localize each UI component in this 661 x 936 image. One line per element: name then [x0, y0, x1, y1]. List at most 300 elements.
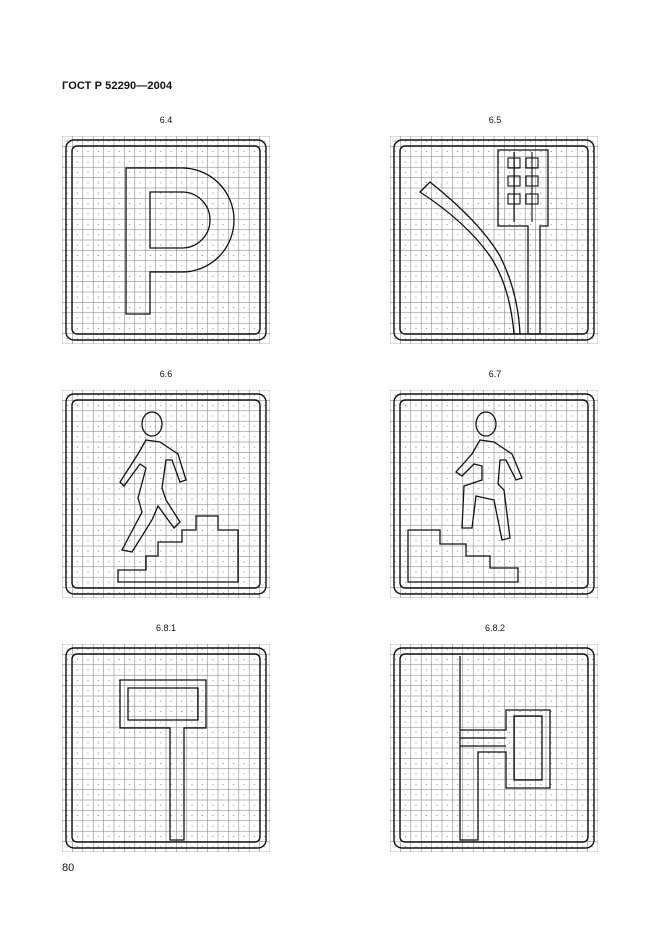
grid-dot	[582, 509, 583, 510]
grid-dot	[571, 488, 572, 489]
grid-dot	[181, 151, 182, 152]
grid-dot	[223, 317, 224, 318]
grid-dot	[499, 592, 500, 593]
grid-dot	[519, 649, 520, 650]
grid-dot	[98, 519, 99, 520]
grid-dot	[233, 338, 234, 339]
grid-dot	[202, 141, 203, 142]
grid-dot	[426, 255, 427, 256]
grid-dot	[264, 467, 265, 468]
grid-dot	[540, 701, 541, 702]
grid-dot	[202, 561, 203, 562]
grid-dot	[212, 467, 213, 468]
grid-dot	[254, 773, 255, 774]
grid-dot	[171, 224, 172, 225]
grid-dot	[233, 193, 234, 194]
grid-dot	[119, 182, 120, 183]
grid-dot	[592, 467, 593, 468]
grid-dot	[551, 732, 552, 733]
grid-dot	[264, 161, 265, 162]
grid-dot	[540, 571, 541, 572]
grid-dot	[561, 763, 562, 764]
grid-dot	[129, 307, 130, 308]
sign-6-5-drawing	[390, 136, 598, 344]
grid-dot	[129, 415, 130, 416]
grid-dot	[499, 234, 500, 235]
grid-dot	[191, 815, 192, 816]
grid-dot	[571, 317, 572, 318]
grid-dot	[395, 182, 396, 183]
grid-dot	[467, 732, 468, 733]
grid-dot	[108, 317, 109, 318]
grid-dot	[129, 234, 130, 235]
grid-dot	[150, 457, 151, 458]
grid-dot	[436, 328, 437, 329]
grid-dot	[243, 551, 244, 552]
grid-dot	[447, 255, 448, 256]
grid-dot	[395, 436, 396, 437]
grid-dot	[254, 669, 255, 670]
grid-dot	[171, 669, 172, 670]
grid-dot	[519, 276, 520, 277]
grid-dot	[447, 763, 448, 764]
grid-dot	[87, 317, 88, 318]
grid-dot	[129, 224, 130, 225]
grid-dot	[488, 447, 489, 448]
grid-dot	[395, 701, 396, 702]
grid-dot	[457, 193, 458, 194]
grid-dot	[426, 794, 427, 795]
grid-dot	[551, 234, 552, 235]
grid-dot	[447, 234, 448, 235]
grid-dot	[160, 234, 161, 235]
grid-dot	[129, 193, 130, 194]
grid-dot	[457, 447, 458, 448]
grid-dot	[129, 395, 130, 396]
grid-dot	[171, 436, 172, 437]
grid-dot	[212, 141, 213, 142]
grid-dot	[571, 825, 572, 826]
grid-dot	[171, 286, 172, 287]
grid-dot	[582, 551, 583, 552]
grid-dot	[426, 478, 427, 479]
grid-dot	[233, 172, 234, 173]
grid-dot	[540, 224, 541, 225]
grid-dot	[191, 182, 192, 183]
grid-dot	[212, 338, 213, 339]
grid-dot	[202, 182, 203, 183]
grid-dot	[457, 659, 458, 660]
grid-dot	[254, 405, 255, 406]
grid-dot	[181, 193, 182, 194]
grid-dot	[467, 265, 468, 266]
grid-dot	[243, 151, 244, 152]
grid-dot	[129, 405, 130, 406]
grid-dot	[467, 297, 468, 298]
grid-dot	[108, 224, 109, 225]
grid-dot	[223, 753, 224, 754]
grid-dot	[582, 467, 583, 468]
grid-dot	[561, 276, 562, 277]
grid-dot	[395, 551, 396, 552]
grid-dot	[561, 784, 562, 785]
grid-dot	[181, 499, 182, 500]
grid-dot	[160, 711, 161, 712]
grid-dot	[171, 701, 172, 702]
grid-dot	[202, 213, 203, 214]
grid-dot	[415, 234, 416, 235]
grid-dot	[540, 436, 541, 437]
grid-dot	[150, 328, 151, 329]
document-header: ГОСТ Р 52290—2004	[62, 80, 173, 92]
grid-dot	[426, 447, 427, 448]
grid-dot	[499, 488, 500, 489]
grid-dot	[87, 297, 88, 298]
grid-dot	[426, 499, 427, 500]
grid-dot	[160, 436, 161, 437]
grid-dot	[98, 224, 99, 225]
grid-dot	[447, 405, 448, 406]
grid-dot	[509, 669, 510, 670]
grid-dot	[254, 499, 255, 500]
grid-dot	[233, 753, 234, 754]
grid-dot	[457, 530, 458, 531]
grid-dot	[171, 753, 172, 754]
grid-dot	[223, 193, 224, 194]
grid-dot	[561, 478, 562, 479]
grid-dot	[181, 457, 182, 458]
grid-dot	[530, 265, 531, 266]
grid-dot	[202, 203, 203, 204]
grid-dot	[233, 307, 234, 308]
grid-dot	[254, 519, 255, 520]
grid-dot	[223, 509, 224, 510]
grid-dot	[478, 255, 479, 256]
grid-dot	[108, 815, 109, 816]
grid-dot	[447, 467, 448, 468]
grid-dot	[202, 478, 203, 479]
grid-dot	[202, 395, 203, 396]
grid-dot	[447, 265, 448, 266]
grid-dot	[551, 711, 552, 712]
grid-dot	[139, 478, 140, 479]
grid-dot	[233, 509, 234, 510]
grid-dot	[191, 255, 192, 256]
grid-dot	[561, 680, 562, 681]
grid-dot	[582, 659, 583, 660]
grid-dot	[223, 669, 224, 670]
grid-dot	[509, 182, 510, 183]
grid-dot	[551, 172, 552, 173]
grid-dot	[447, 415, 448, 416]
grid-dot	[264, 742, 265, 743]
grid-dot	[150, 488, 151, 489]
grid-dot	[171, 551, 172, 552]
grid-dot	[540, 582, 541, 583]
grid-dot	[150, 338, 151, 339]
grid-dot	[582, 773, 583, 774]
grid-dot	[243, 297, 244, 298]
grid-dot	[509, 405, 510, 406]
grid-dot	[243, 213, 244, 214]
grid-dot	[264, 701, 265, 702]
grid-dot	[191, 265, 192, 266]
grid-dot	[457, 161, 458, 162]
grid-dot	[191, 825, 192, 826]
grid-dot	[405, 784, 406, 785]
grid-dot	[119, 245, 120, 246]
grid-dot	[171, 395, 172, 396]
grid-dot	[457, 467, 458, 468]
grid-dot	[233, 659, 234, 660]
grid-dot	[212, 499, 213, 500]
grid-dot	[592, 690, 593, 691]
grid-dot	[519, 457, 520, 458]
grid-dot	[98, 405, 99, 406]
grid-dot	[243, 426, 244, 427]
grid-dot	[191, 478, 192, 479]
grid-dot	[571, 701, 572, 702]
grid-dot	[87, 151, 88, 152]
grid-dot	[561, 711, 562, 712]
grid-dot	[191, 297, 192, 298]
grid-dot	[150, 551, 151, 552]
grid-dot	[582, 478, 583, 479]
grid-dot	[171, 172, 172, 173]
grid-dot	[467, 467, 468, 468]
grid-dot	[561, 328, 562, 329]
grid-dot	[457, 592, 458, 593]
grid-dot	[254, 794, 255, 795]
grid-dot	[582, 540, 583, 541]
grid-dot	[212, 245, 213, 246]
grid-dot	[67, 203, 68, 204]
grid-dot	[77, 742, 78, 743]
grid-dot	[530, 721, 531, 722]
grid-dot	[509, 805, 510, 806]
grid-dot	[150, 649, 151, 650]
grid-dot	[129, 203, 130, 204]
grid-dot	[415, 307, 416, 308]
grid-dot	[499, 825, 500, 826]
grid-dot	[415, 805, 416, 806]
grid-dot	[395, 405, 396, 406]
grid-dot	[426, 224, 427, 225]
grid-dot	[592, 265, 593, 266]
grid-dot	[426, 763, 427, 764]
grid-dot	[488, 836, 489, 837]
grid-dot	[119, 551, 120, 552]
grid-dot	[160, 784, 161, 785]
grid-dot	[540, 151, 541, 152]
grid-dot	[467, 415, 468, 416]
grid-dot	[405, 297, 406, 298]
grid-dot	[108, 338, 109, 339]
grid-dot	[426, 467, 427, 468]
grid-dot	[181, 732, 182, 733]
grid-dot	[509, 426, 510, 427]
grid-dot	[540, 338, 541, 339]
grid-dot	[233, 519, 234, 520]
grid-dot	[243, 649, 244, 650]
grid-dot	[551, 784, 552, 785]
grid-dot	[67, 276, 68, 277]
grid-dot	[202, 805, 203, 806]
grid-dot	[540, 426, 541, 427]
grid-dot	[457, 317, 458, 318]
grid-dot	[233, 457, 234, 458]
grid-dot	[488, 649, 489, 650]
grid-dot	[243, 561, 244, 562]
grid-dot	[77, 245, 78, 246]
grid-dot	[447, 711, 448, 712]
grid-dot	[119, 478, 120, 479]
grid-dot	[254, 203, 255, 204]
grid-dot	[395, 846, 396, 847]
grid-dot	[67, 328, 68, 329]
grid-dot	[108, 773, 109, 774]
grid-dot	[223, 245, 224, 246]
grid-dot	[77, 519, 78, 520]
grid-dot	[447, 551, 448, 552]
grid-dot	[67, 172, 68, 173]
grid-dot	[67, 499, 68, 500]
grid-dot	[405, 561, 406, 562]
grid-dot	[540, 742, 541, 743]
grid-dot	[243, 203, 244, 204]
grid-dot	[519, 172, 520, 173]
grid-dot	[139, 773, 140, 774]
grid-dot	[223, 151, 224, 152]
grid-dot	[582, 276, 583, 277]
grid-dot	[119, 836, 120, 837]
grid-dot	[540, 805, 541, 806]
grid-dot	[582, 213, 583, 214]
grid-dot	[139, 763, 140, 764]
grid-dot	[108, 405, 109, 406]
grid-dot	[582, 328, 583, 329]
grid-dot	[582, 161, 583, 162]
grid-dot	[233, 478, 234, 479]
grid-dot	[395, 467, 396, 468]
grid-dot	[108, 488, 109, 489]
grid-dot	[499, 680, 500, 681]
grid-dot	[457, 436, 458, 437]
grid-dot	[87, 721, 88, 722]
grid-dot	[457, 151, 458, 152]
grid-dot	[202, 276, 203, 277]
grid-dot	[405, 742, 406, 743]
grid-dot	[540, 669, 541, 670]
grid-dot	[592, 203, 593, 204]
grid-dot	[77, 151, 78, 152]
grid-dot	[171, 405, 172, 406]
grid-dot	[67, 426, 68, 427]
grid-dot	[181, 784, 182, 785]
grid-dot	[264, 794, 265, 795]
grid-dot	[540, 213, 541, 214]
grid-dot	[181, 447, 182, 448]
sign-6-5-tram-stop	[390, 136, 598, 344]
grid-dot	[551, 805, 552, 806]
grid-dot	[540, 846, 541, 847]
grid-dot	[395, 836, 396, 837]
grid-dot	[415, 478, 416, 479]
grid-dot	[426, 701, 427, 702]
grid-dot	[519, 742, 520, 743]
grid-dot	[509, 255, 510, 256]
grid-dot	[457, 488, 458, 489]
grid-dot	[181, 488, 182, 489]
grid-dot	[519, 317, 520, 318]
grid-dot	[499, 753, 500, 754]
grid-dot	[212, 203, 213, 204]
grid-dot	[561, 794, 562, 795]
grid-dot	[415, 415, 416, 416]
grid-dot	[405, 172, 406, 173]
grid-dot	[551, 519, 552, 520]
grid-dot	[119, 213, 120, 214]
grid-dot	[150, 763, 151, 764]
grid-dot	[467, 203, 468, 204]
grid-dot	[405, 815, 406, 816]
grid-dot	[160, 447, 161, 448]
grid-dot	[233, 571, 234, 572]
grid-dot	[129, 276, 130, 277]
grid-dot	[436, 592, 437, 593]
grid-dot	[108, 161, 109, 162]
grid-dot	[478, 680, 479, 681]
grid-dot	[488, 478, 489, 479]
grid-dot	[202, 224, 203, 225]
grid-dot	[212, 659, 213, 660]
grid-dot	[488, 519, 489, 520]
grid-dot	[592, 415, 593, 416]
grid-dot	[395, 338, 396, 339]
grid-dot	[519, 213, 520, 214]
grid-dot	[582, 415, 583, 416]
grid-dot	[582, 571, 583, 572]
grid-dot	[561, 286, 562, 287]
grid-dot	[108, 141, 109, 142]
grid-dot	[582, 690, 583, 691]
grid-dot	[571, 478, 572, 479]
grid-dot	[160, 846, 161, 847]
grid-dot	[223, 794, 224, 795]
grid-dot	[467, 478, 468, 479]
grid-dot	[77, 193, 78, 194]
grid-dot	[233, 436, 234, 437]
grid-dot	[191, 447, 192, 448]
grid-dot	[519, 509, 520, 510]
grid-dot	[467, 499, 468, 500]
grid-dot	[67, 509, 68, 510]
grid-dot	[67, 415, 68, 416]
grid-dot	[98, 732, 99, 733]
grid-dot	[212, 753, 213, 754]
grid-dot	[87, 680, 88, 681]
grid-dot	[98, 540, 99, 541]
grid-dot	[436, 499, 437, 500]
grid-dot	[540, 561, 541, 562]
grid-dot	[592, 509, 593, 510]
grid-dot	[426, 182, 427, 183]
grid-dot	[98, 742, 99, 743]
grid-dot	[98, 415, 99, 416]
grid-dot	[571, 467, 572, 468]
grid-dot	[264, 540, 265, 541]
grid-dot	[457, 519, 458, 520]
